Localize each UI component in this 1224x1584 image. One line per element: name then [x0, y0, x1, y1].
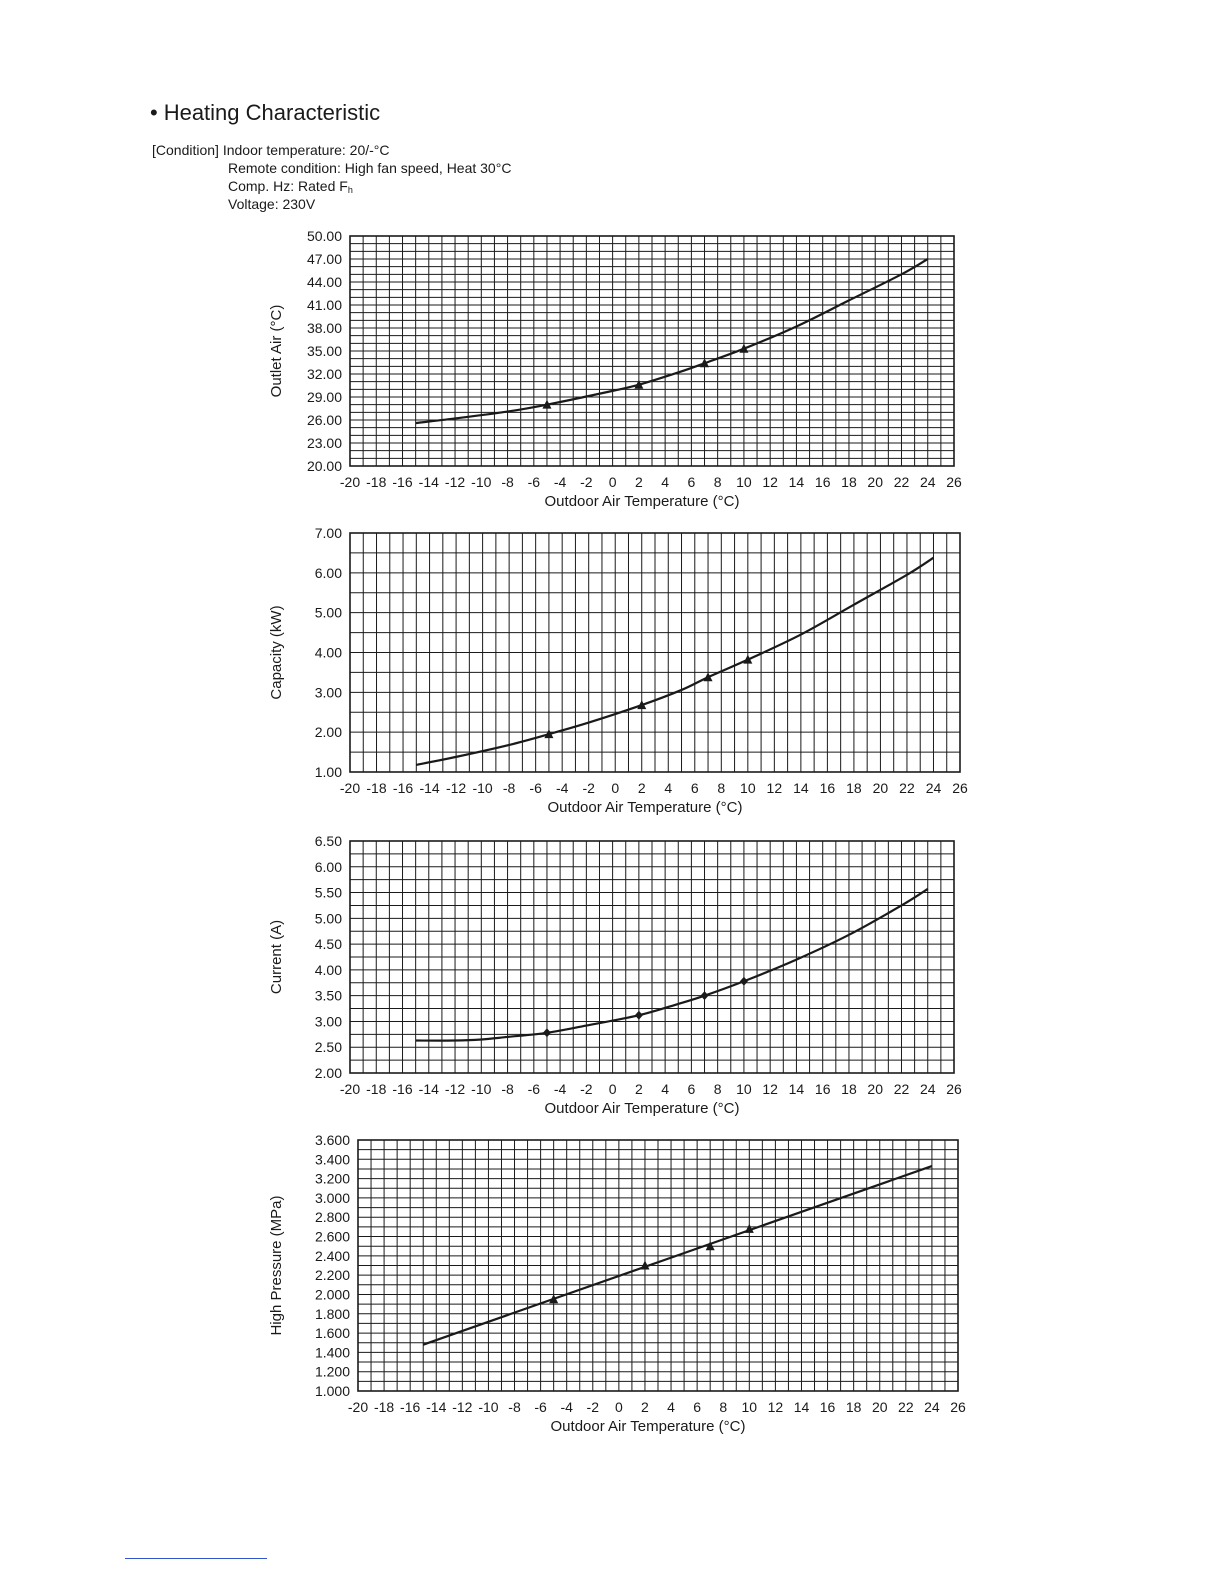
y-axis-label: Capacity (kW): [268, 605, 285, 700]
x-tick-label: 20: [867, 1081, 884, 1097]
x-tick-label: 8: [713, 474, 722, 490]
x-tick-label: -20: [339, 780, 361, 796]
y-tick-label: 3.00: [314, 684, 342, 701]
x-tick-label: -10: [472, 780, 493, 796]
x-tick-label: -12: [452, 1399, 473, 1415]
x-tick-label: -2: [582, 780, 595, 796]
y-tick-label: 3.50: [314, 987, 342, 1004]
x-tick-label: -4: [553, 474, 567, 490]
y-tick-label: 5.00: [314, 910, 342, 927]
x-tick-label: 4: [661, 1081, 670, 1097]
condition-remote: Remote condition: High fan speed, Heat 30°C: [228, 160, 512, 176]
x-tick-label: -20: [347, 1399, 369, 1415]
y-tick-label: 3.00: [314, 1013, 342, 1030]
y-tick-label: 3.200: [314, 1170, 350, 1187]
x-tick-label: 8: [719, 1399, 728, 1415]
y-tick-label: 1.000: [314, 1383, 350, 1399]
x-tick-label: 2: [634, 1081, 643, 1097]
y-tick-label: 3.400: [314, 1151, 350, 1168]
x-tick-label: 20: [871, 1399, 888, 1415]
y-tick-label: 2.00: [314, 1065, 342, 1081]
x-tick-label: 26: [946, 1081, 962, 1097]
x-tick-label: -4: [553, 1081, 567, 1097]
x-tick-label: -8: [501, 1081, 514, 1097]
x-tick-label: 6: [690, 780, 699, 796]
x-tick-label: 10: [740, 780, 756, 796]
x-tick-label: -6: [527, 474, 541, 490]
x-tick-label: 18: [846, 780, 862, 796]
x-tick-label: -6: [529, 780, 542, 796]
y-tick-label: 6.00: [314, 564, 342, 581]
y-tick-label: 35.00: [306, 343, 342, 359]
y-tick-label: 2.000: [314, 1286, 350, 1303]
x-tick-label: 10: [736, 1081, 752, 1097]
x-tick-label: 18: [845, 1399, 862, 1415]
x-tick-label: 0: [608, 474, 617, 490]
x-axis-label: Outdoor Air Temperature (°C): [544, 493, 740, 510]
y-tick-label: 2.800: [314, 1209, 350, 1226]
x-tick-label: 14: [793, 780, 809, 796]
x-tick-label: -6: [527, 1081, 541, 1097]
x-tick-label: 6: [693, 1399, 702, 1415]
x-tick-label: -10: [478, 1399, 499, 1415]
x-tick-label: -2: [580, 474, 593, 490]
x-tick-label: 14: [788, 1081, 805, 1097]
x-tick-label: 16: [814, 474, 831, 490]
x-tick-label: 22: [899, 780, 915, 796]
y-tick-label: 32.00: [306, 366, 342, 382]
x-tick-label: 18: [841, 1081, 857, 1097]
y-tick-label: 4.00: [314, 961, 342, 978]
x-tick-label: -20: [339, 474, 361, 490]
y-tick-label: 1.00: [314, 764, 342, 780]
x-tick-label: -8: [502, 780, 516, 796]
y-tick-label: 1.400: [314, 1344, 350, 1361]
x-tick-label: 6: [687, 1081, 696, 1097]
x-tick-label: 2: [637, 780, 646, 796]
x-axis-label: Outdoor Air Temperature (°C): [547, 799, 743, 816]
x-tick-label: 22: [893, 474, 910, 490]
x-axis-label: Outdoor Air Temperature (°C): [550, 1418, 746, 1435]
x-tick-label: -4: [560, 1399, 573, 1415]
x-tick-label: -18: [366, 780, 387, 796]
x-tick-label: 12: [762, 474, 778, 490]
x-tick-label: 4: [661, 474, 670, 490]
x-tick-label: -12: [445, 780, 467, 796]
x-tick-label: 6: [687, 474, 696, 490]
condition-voltage: Voltage: 230V: [228, 196, 316, 212]
x-tick-label: 0: [611, 780, 620, 796]
y-tick-label: 2.600: [314, 1228, 350, 1245]
x-tick-label: 26: [946, 474, 962, 490]
x-tick-label: -4: [555, 780, 569, 796]
y-tick-label: 50.00: [306, 228, 342, 244]
x-tick-label: -18: [366, 1081, 387, 1097]
x-tick-label: -16: [400, 1399, 421, 1415]
y-tick-label: 38.00: [306, 320, 342, 336]
chart-4: [268, 1132, 966, 1435]
x-tick-label: 12: [767, 1399, 784, 1415]
x-tick-label: -8: [508, 1399, 521, 1415]
x-tick-label: 8: [713, 1081, 722, 1097]
y-tick-label: 1.200: [314, 1363, 350, 1380]
y-tick-label: 2.200: [314, 1267, 350, 1284]
y-tick-label: 44.00: [306, 274, 342, 290]
x-tick-label: 10: [736, 474, 752, 490]
x-tick-label: 14: [793, 1399, 810, 1415]
x-tick-label: -16: [392, 1081, 413, 1097]
x-tick-label: 8: [717, 780, 726, 796]
x-tick-label: 12: [766, 780, 783, 796]
y-tick-label: 47.00: [306, 251, 342, 267]
x-tick-label: 0: [614, 1399, 623, 1415]
y-tick-label: 3.600: [314, 1132, 350, 1148]
x-tick-label: -2: [580, 1081, 593, 1097]
x-tick-label: -18: [366, 474, 387, 490]
condition-comp-hz-subscript: h: [347, 185, 353, 195]
y-tick-label: 20.00: [306, 458, 342, 474]
y-tick-label: 2.00: [314, 724, 342, 741]
x-tick-label: -10: [471, 474, 492, 490]
y-tick-label: 1.600: [314, 1325, 350, 1342]
x-tick-label: 24: [925, 780, 942, 796]
x-tick-label: 16: [819, 1399, 836, 1415]
x-tick-label: -14: [419, 780, 440, 796]
y-tick-label: 29.00: [306, 389, 342, 405]
x-tick-label: 22: [893, 1081, 910, 1097]
x-tick-label: -12: [444, 474, 466, 490]
x-tick-label: 22: [898, 1399, 914, 1415]
x-tick-label: 18: [841, 474, 857, 490]
x-tick-label: 16: [819, 780, 836, 796]
x-tick-label: 2: [641, 1399, 649, 1415]
bullet: •: [150, 100, 158, 125]
y-tick-label: 2.400: [314, 1247, 350, 1264]
y-tick-label: 4.50: [314, 936, 342, 953]
y-tick-label: 5.50: [314, 884, 342, 901]
y-axis-label: Outlet Air (°C): [268, 304, 285, 398]
x-tick-label: 4: [664, 780, 673, 796]
x-tick-label: -20: [339, 1081, 361, 1097]
chart-1: [268, 228, 962, 510]
x-tick-label: -14: [426, 1399, 447, 1415]
x-tick-label: 2: [634, 474, 643, 490]
condition-indoor-temperature: [Condition] Indoor temperature: 20/-°C: [152, 142, 390, 158]
title-text: Heating Characteristic: [163, 100, 381, 125]
condition-comp-hz-text: Comp. Hz: Rated F: [228, 178, 348, 194]
x-tick-label: 14: [788, 474, 805, 490]
x-tick-label: -16: [392, 474, 413, 490]
x-tick-label: 4: [667, 1399, 675, 1415]
footer-rule: [125, 1558, 267, 1559]
y-tick-label: 41.00: [306, 297, 342, 313]
x-tick-label: -10: [471, 1081, 492, 1097]
x-tick-label: 26: [952, 780, 968, 796]
y-axis-label: Current (A): [268, 919, 285, 995]
y-tick-label: 23.00: [306, 435, 342, 451]
x-tick-label: -18: [373, 1399, 395, 1415]
y-tick-label: 7.00: [314, 525, 342, 541]
x-tick-label: 24: [919, 1081, 936, 1097]
x-tick-label: -2: [586, 1399, 600, 1415]
y-tick-label: 4.00: [314, 644, 342, 661]
x-axis-label: Outdoor Air Temperature (°C): [544, 1100, 740, 1117]
x-tick-label: 20: [867, 474, 884, 490]
chart-2: [268, 525, 968, 816]
y-tick-label: 5.00: [314, 604, 342, 621]
x-tick-label: 26: [950, 1399, 966, 1415]
y-tick-label: 26.00: [306, 412, 342, 428]
x-tick-label: 20: [872, 780, 889, 796]
y-tick-label: 6.00: [314, 858, 342, 875]
x-tick-label: -14: [418, 474, 439, 490]
x-tick-label: 24: [919, 474, 936, 490]
x-tick-label: -8: [501, 474, 514, 490]
x-tick-label: 24: [924, 1399, 940, 1415]
x-tick-label: 12: [762, 1081, 778, 1097]
chart-3: [268, 833, 962, 1117]
y-tick-label: 3.000: [314, 1189, 350, 1206]
x-tick-label: -14: [418, 1081, 439, 1097]
x-tick-label: 16: [814, 1081, 831, 1097]
x-tick-label: -6: [534, 1399, 547, 1415]
y-tick-label: 1.800: [314, 1305, 350, 1322]
x-tick-label: 10: [741, 1399, 758, 1415]
x-tick-label: -12: [444, 1081, 466, 1097]
y-axis-label: High Pressure (MPa): [268, 1195, 285, 1336]
y-tick-label: 6.50: [314, 833, 342, 849]
x-tick-label: 0: [608, 1081, 617, 1097]
x-tick-label: -16: [392, 780, 414, 796]
y-tick-label: 2.50: [314, 1039, 342, 1056]
